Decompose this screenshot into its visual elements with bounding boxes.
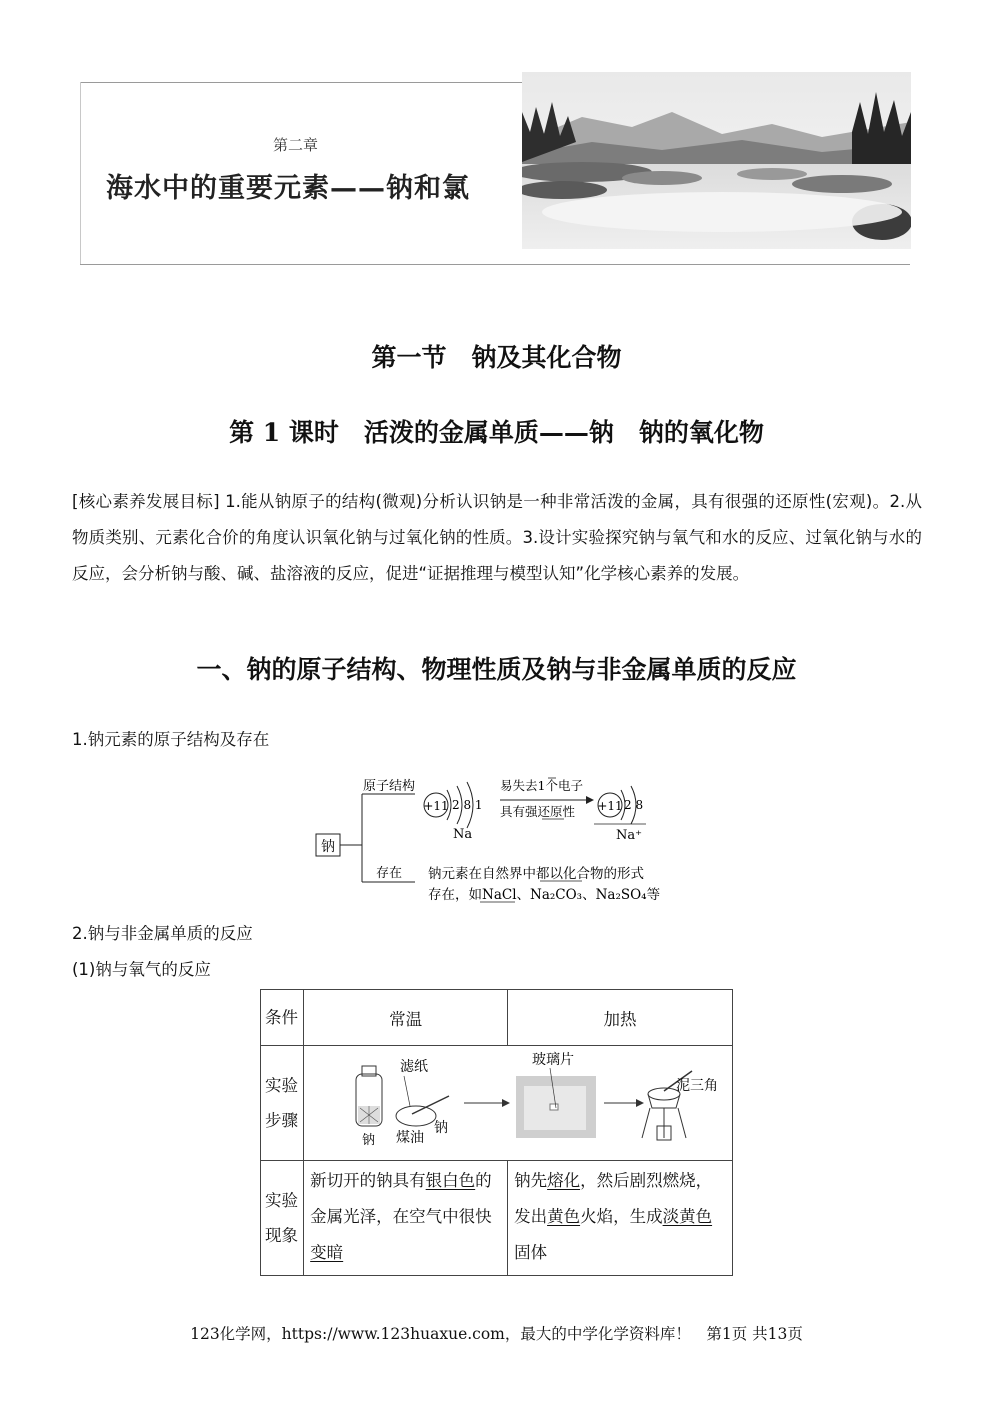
banner-bottom-rule: [80, 264, 910, 265]
heat-text-4: 固体: [514, 1243, 548, 1262]
sodium-structure-diagram: [310, 768, 690, 908]
arrow-bottom-text: 具有强还原性: [500, 804, 576, 819]
heat-text-2: ，然后剧烈燃烧，发出: [514, 1171, 713, 1226]
heat-ul-pale-yellow: 淡黄色: [662, 1207, 713, 1226]
arrow-top-text: 易失去1个电子: [500, 778, 583, 793]
existence-line1: 钠元素在自然界中都以化合物的形式: [428, 866, 644, 882]
fig-label-sodium: 钠: [362, 1133, 376, 1148]
normal-ul-darken: 变暗: [310, 1243, 344, 1262]
existence-examples: NaCl、Na₂CO₃、Na₂SO₄: [482, 887, 647, 903]
section-title: 第一节 钠及其化合物: [371, 343, 622, 372]
ion-electrons: 2 8: [624, 798, 644, 812]
core-goals-paragraph: [72, 484, 922, 592]
fig-label-sodium-2: 钠: [434, 1120, 449, 1136]
core-goals-text: 1.能从钠原子的结构(微观)分析认识钠是一种非常活泼的金属，具有很强的还原性(宏观)。2.从物质类别、元素化合价的角度认识氧化钠与过氧化钠的性质。3.设计实验探究钠与氧气和水的反应、过氧化钠与水的反应，会分析钠与酸、碱、盐溶液的反应，促进“证据推理与模型认知”化学核心素养的发展。: [72, 492, 923, 583]
header-heating: 加热: [508, 990, 733, 1046]
fig-label-triangle: 泥三角: [676, 1078, 719, 1094]
subheading-nonmetal: 2.钠与非金属单质的反应: [72, 924, 253, 943]
header-normal-temp: 常温: [304, 990, 508, 1046]
banner-landscape-image: [522, 72, 911, 249]
page-footer: 123化学网，https://www.123huaxue.com，最大的中学化学资料库！ 第1页 共13页: [190, 1325, 803, 1343]
existence-line2: [428, 887, 660, 903]
subheading-oxygen: (1)钠与氧气的反应: [72, 960, 211, 979]
fig-label-glass: 玻璃片: [532, 1052, 575, 1068]
existence-prefix: 存在，如: [428, 887, 482, 903]
lesson-title: 第 1 课时 活泼的金属单质——钠 钠的氧化物: [229, 418, 764, 447]
core-goals-tag: [核心素养发展目标]: [72, 492, 220, 511]
experiment-steps-figure: [304, 1046, 731, 1156]
heat-ul-melt: 熔化: [547, 1171, 581, 1190]
row-phenomena-label: 实验现象: [261, 1161, 304, 1276]
heat-text-3: 火焰，生成: [580, 1207, 663, 1226]
steps-figure-cell: [304, 1046, 733, 1161]
ion-label: Na⁺: [616, 828, 642, 843]
normal-ul-silver-white: 银白色: [425, 1171, 476, 1190]
subheading-structure: 1.钠元素的原子结构及存在: [72, 730, 270, 749]
heading-one: 一、钠的原子结构、物理性质及钠与非金属单质的反应: [196, 655, 797, 684]
fig-label-kerosene: 煤油: [396, 1130, 425, 1146]
sodium-oxygen-table: [260, 989, 733, 1276]
phenomena-heating: [508, 1161, 733, 1276]
atom-nucleus: +11: [423, 799, 449, 813]
banner-side-rule: [80, 82, 81, 264]
heat-ul-yellow: 黄色: [547, 1207, 581, 1226]
row-steps-label: 实验步骤: [261, 1046, 304, 1161]
atom-electrons: 2 8 1: [452, 798, 483, 812]
header-condition: 条件: [261, 990, 304, 1046]
branch-existence-label: 存在: [376, 866, 403, 881]
normal-text-1: 新切开的钠具有: [310, 1171, 426, 1190]
heat-text-1: 钠先: [514, 1171, 548, 1190]
branch-structure-label: 原子结构: [363, 779, 416, 794]
chapter-title: 海水中的重要元素——钠和氯: [106, 173, 470, 204]
chapter-label: 第二章: [273, 136, 319, 154]
atom-label: Na: [453, 827, 473, 842]
ion-nucleus: +11: [597, 799, 623, 813]
diagram-root: 钠: [321, 839, 335, 855]
existence-suffix: 等: [646, 887, 661, 903]
normal-text-2: 的金属光泽，在空气中很快: [310, 1171, 492, 1226]
fig-label-filter-paper: 滤纸: [400, 1059, 429, 1075]
phenomena-normal-temp: [304, 1161, 508, 1276]
